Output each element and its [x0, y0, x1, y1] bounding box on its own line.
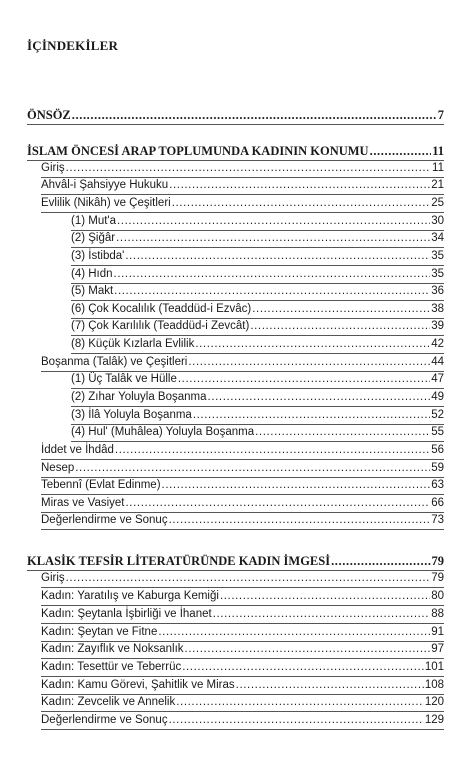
toc-entry — [71, 212, 444, 228]
toc-page-number: 66 — [431, 497, 444, 509]
toc-section-entry — [27, 142, 444, 158]
toc-entry — [41, 476, 444, 492]
row-divider — [41, 477, 444, 478]
toc-entry-title: (3) İstibda' — [71, 250, 125, 262]
toc-page-number: 56 — [431, 444, 444, 456]
toc-entry — [41, 441, 444, 457]
toc-entry — [71, 335, 444, 351]
toc-entry — [41, 640, 444, 656]
row-divider — [41, 529, 444, 530]
row-divider — [71, 335, 444, 336]
toc-page-number: 97 — [431, 643, 444, 655]
dot-leader — [169, 178, 430, 192]
toc-entry-title: Boşanma (Talâk) ve Çeşitleri — [41, 356, 188, 368]
row-divider — [41, 494, 444, 495]
toc-entry-title: (1) Mut'a — [71, 215, 117, 227]
toc-page-number: 7 — [437, 108, 444, 122]
dot-leader — [255, 425, 430, 439]
row-divider — [41, 711, 444, 712]
toc-entry — [71, 370, 444, 386]
toc-entry — [41, 676, 444, 692]
toc-page-number: 73 — [431, 514, 444, 526]
dot-leader — [162, 478, 431, 492]
page-title: İÇİNDEKİLER — [27, 38, 119, 53]
dot-leader — [188, 355, 430, 369]
dot-leader — [185, 642, 431, 656]
dot-leader — [370, 144, 432, 158]
toc-entry — [71, 406, 444, 422]
row-divider — [41, 694, 444, 695]
row-divider — [71, 265, 444, 266]
toc-entry-title: (3) İlâ Yoluyla Boşanma — [71, 409, 192, 421]
toc-entry-title: Tebennî (Evlat Edinme) — [41, 479, 161, 491]
row-divider — [71, 441, 444, 442]
toc-entry-title: Kadın: Tesettür ve Teberrüc — [41, 661, 182, 673]
toc-entry — [71, 282, 444, 298]
toc-page-number: 11 — [432, 144, 444, 158]
row-divider — [41, 212, 444, 213]
toc-page-number: 129 — [424, 714, 444, 726]
toc-entry-title: Ahvâl-i Şahsiyye Hukuku — [41, 179, 169, 191]
row-divider — [41, 587, 444, 588]
toc-entry — [41, 569, 444, 585]
toc-entry — [41, 459, 444, 475]
toc-entry-title: Nesep — [41, 462, 75, 474]
row-divider — [71, 300, 444, 301]
toc-entry — [41, 693, 444, 709]
toc-page-number: 91 — [431, 626, 444, 638]
row-divider — [41, 729, 444, 730]
toc-entry — [71, 317, 444, 333]
dot-leader — [208, 390, 431, 404]
dot-leader — [115, 443, 430, 457]
row-divider — [71, 247, 444, 248]
toc-entry — [41, 194, 444, 210]
dot-leader — [169, 713, 424, 727]
toc-entry — [41, 605, 444, 621]
toc-entry-title: Evlilik (Nikâh) ve Çeşitleri — [41, 197, 171, 209]
row-divider — [41, 605, 444, 606]
dot-leader — [178, 372, 430, 386]
toc-page-number: 63 — [431, 479, 444, 491]
row-divider — [41, 512, 444, 513]
toc-entry — [71, 388, 444, 404]
toc-entry — [41, 494, 444, 510]
toc-entry-title: (1) Üç Talâk ve Hülle — [71, 373, 177, 385]
toc-entry — [71, 265, 444, 281]
dot-leader — [182, 660, 424, 674]
toc-entry-title: (6) Çok Kocalılık (Teaddüd-i Ezvâc) — [71, 303, 252, 315]
dot-leader — [172, 196, 430, 210]
toc-page-number: 79 — [431, 554, 444, 568]
toc-section-entry — [27, 106, 444, 122]
dot-leader — [169, 513, 431, 527]
toc-entry-title: Kadın: Zayıflık ve Noksanlık — [41, 643, 184, 655]
row-divider — [41, 641, 444, 642]
dot-leader — [213, 607, 431, 621]
row-divider — [71, 318, 444, 319]
toc-entry — [41, 353, 444, 369]
toc-entry — [41, 159, 444, 175]
toc-entry-title: Kadın: Şeytan ve Fitne — [41, 626, 158, 638]
dot-leader — [66, 161, 431, 175]
toc-page-number: 120 — [424, 696, 444, 708]
row-divider — [41, 459, 444, 460]
toc-entry-title: (4) Hıdn — [71, 268, 113, 280]
row-divider — [71, 353, 444, 354]
toc-entry-title: İSLAM ÖNCESİ ARAP TOPLUMUNDA KADININ KONUMU — [27, 144, 369, 158]
toc-entry — [41, 176, 444, 192]
toc-entry — [41, 587, 444, 603]
dot-leader — [126, 496, 431, 510]
row-divider — [41, 194, 444, 195]
row-divider — [27, 124, 444, 125]
toc-page-number: 35 — [431, 268, 444, 280]
row-divider — [41, 658, 444, 659]
toc-entry-title: (2) Zıhar Yoluyla Boşanma — [71, 391, 207, 403]
row-divider — [41, 676, 444, 677]
toc-page-number: 88 — [431, 608, 444, 620]
toc-entry-title: İddet ve İhdâd — [41, 444, 114, 456]
toc-entry-title: ÖNSÖZ — [27, 108, 71, 122]
toc-entry-title: (4) Hul' (Muhâlea) Yoluyla Boşanma — [71, 426, 255, 438]
dot-leader — [250, 319, 430, 333]
toc-entry — [41, 511, 444, 527]
dot-leader — [331, 554, 430, 568]
toc-page-number: 42 — [431, 338, 444, 350]
toc-section-entry — [27, 552, 444, 568]
toc-entry — [71, 247, 444, 263]
toc-entry-title: Miras ve Vasiyet — [41, 497, 125, 509]
toc-entry-title: (7) Çok Karılılık (Teaddüd-i Zevcât) — [71, 320, 250, 332]
toc-page-number: 34 — [431, 232, 444, 244]
toc-entry-title: Giriş — [41, 572, 65, 584]
row-divider — [71, 230, 444, 231]
toc-entry — [71, 423, 444, 439]
toc-page-number: 44 — [431, 356, 444, 368]
toc-page-number: 11 — [432, 162, 444, 174]
dot-leader — [116, 231, 430, 245]
toc-page-number: 47 — [431, 373, 444, 385]
dot-leader — [117, 214, 430, 228]
dot-leader — [75, 461, 430, 475]
toc-page-number: 25 — [431, 197, 444, 209]
dot-leader — [252, 302, 430, 316]
toc-entry-title: (2) Şiğâr — [71, 232, 116, 244]
row-divider — [27, 570, 444, 571]
row-divider — [41, 371, 444, 372]
toc-page-number: 49 — [431, 391, 444, 403]
dot-leader — [236, 678, 424, 692]
dot-leader — [220, 589, 430, 603]
dot-leader — [125, 249, 430, 263]
toc-entry-title: KLASİK TEFSİR LİTERATÜRÜNDE KADIN İMGESİ — [27, 554, 331, 568]
row-divider — [71, 406, 444, 407]
toc-entry-title: Kadın: Kamu Görevi, Şahitlik ve Miras — [41, 679, 235, 691]
toc-page-number: 59 — [431, 462, 444, 474]
dot-leader — [114, 284, 430, 298]
toc-page-number: 108 — [424, 679, 444, 691]
toc-page-number: 35 — [431, 250, 444, 262]
dot-leader — [195, 337, 430, 351]
toc-entry — [41, 623, 444, 639]
dot-leader — [193, 408, 430, 422]
toc-page-number: 38 — [431, 303, 444, 315]
row-divider — [27, 160, 444, 161]
row-divider — [71, 424, 444, 425]
toc-page-number: 101 — [424, 661, 444, 673]
toc-page-number: 79 — [431, 572, 444, 584]
dot-leader — [114, 267, 431, 281]
toc-page-number: 21 — [431, 179, 444, 191]
toc-entry-title: Kadın: Zevcelik ve Annelik — [41, 696, 176, 708]
toc-entry — [41, 658, 444, 674]
row-divider — [41, 177, 444, 178]
row-divider — [71, 388, 444, 389]
toc-entry-title: Değerlendirme ve Sonuç — [41, 714, 168, 726]
dot-leader — [158, 625, 430, 639]
row-divider — [71, 283, 444, 284]
toc-entry — [71, 229, 444, 245]
toc-page-number: 80 — [431, 590, 444, 602]
toc-entry-title: Kadın: Şeytanla İşbirliği ve İhanet — [41, 608, 212, 620]
toc-entry-title: Giriş — [41, 162, 65, 174]
toc-page-number: 39 — [431, 320, 444, 332]
toc-page-number: 55 — [431, 426, 444, 438]
dot-leader — [72, 108, 437, 122]
row-divider — [41, 623, 444, 624]
dot-leader — [66, 571, 431, 585]
toc-entry-title: (8) Küçük Kızlarla Evlilik — [71, 338, 195, 350]
toc-page-number: 30 — [431, 215, 444, 227]
toc-page-number: 36 — [431, 285, 444, 297]
toc-entry-title: (5) Makt — [71, 285, 114, 297]
toc-page-number: 52 — [431, 409, 444, 421]
toc-entry — [71, 300, 444, 316]
toc-entry — [41, 711, 444, 727]
toc-entry-title: Kadın: Yaratılış ve Kaburga Kemiği — [41, 590, 219, 602]
toc-entry-title: Değerlendirme ve Sonuç — [41, 514, 168, 526]
dot-leader — [176, 695, 424, 709]
